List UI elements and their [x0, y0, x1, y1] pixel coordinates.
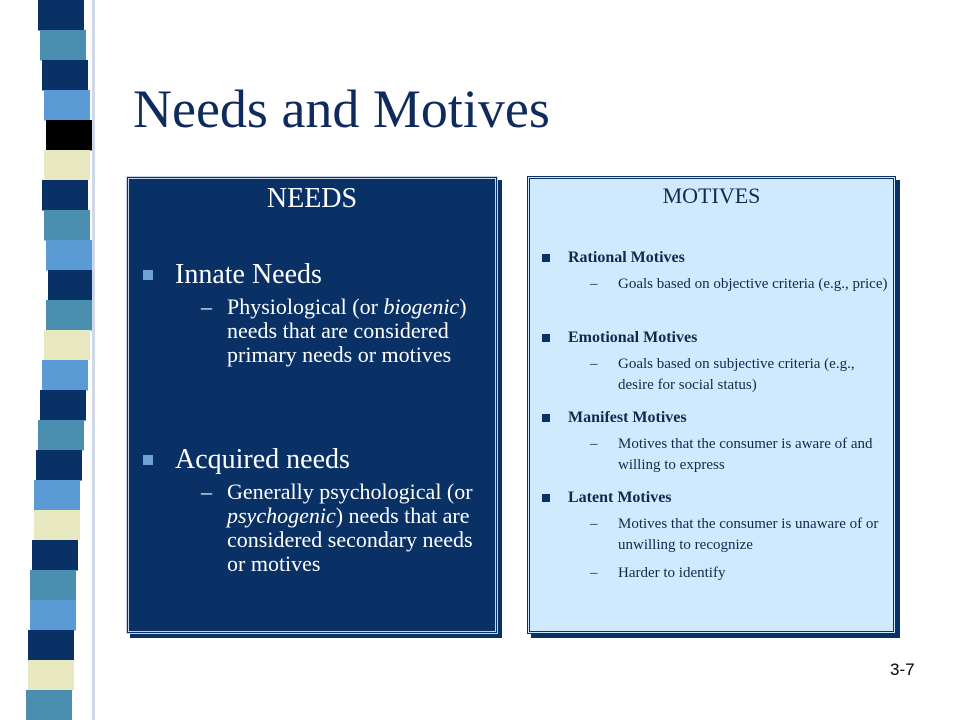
motives-item [542, 489, 892, 584]
square-bullet-icon [143, 270, 153, 280]
stripe-block [28, 630, 74, 661]
stripe-block [38, 420, 84, 451]
slide-number: 3-7 [890, 660, 915, 679]
needs-item [143, 259, 483, 367]
stripe-block [34, 510, 80, 541]
dash-marker: – [201, 479, 212, 504]
needs-heading: NEEDS [266, 183, 358, 214]
dash-marker: – [590, 516, 598, 532]
motives-item-label: Manifest Motives [568, 409, 687, 426]
stripe-block [46, 300, 92, 331]
motives-item-detail: Motives that the consumer is aware of and willing to express [618, 436, 873, 473]
motives-box [527, 176, 896, 634]
needs-item-detail: Generally psychological (or psychogenic) needs that are considered secondary needs or motives [227, 479, 473, 576]
dash-marker: – [590, 276, 598, 292]
needs-item-detail: Physiological (or biogenic) needs that are considered primary needs or motives [227, 294, 467, 367]
motives-item [542, 329, 892, 396]
square-bullet-icon [542, 494, 550, 502]
motives-item-label: Emotional Motives [568, 329, 698, 346]
motives-item [542, 409, 892, 476]
stripe-block [42, 60, 88, 91]
stripe-block [42, 180, 88, 211]
needs-item [143, 444, 483, 576]
stripe-block [38, 0, 84, 31]
stripe-divider [92, 0, 95, 720]
stripe-block [46, 240, 92, 271]
motives-item [542, 249, 892, 295]
needs-item-label: Innate Needs [175, 259, 322, 290]
motives-item-detail: Motives that the consumer is unaware of or unwilling to recognize [618, 516, 879, 553]
slide-title: Needs and Motives [133, 79, 550, 139]
stripe-block [44, 90, 90, 121]
dash-marker: – [590, 565, 598, 581]
needs-box [126, 176, 498, 634]
square-bullet-icon [143, 455, 153, 465]
stripe-block [44, 210, 90, 241]
dash-marker: – [590, 356, 598, 372]
stripe-block [34, 480, 80, 511]
motives-item-label: Latent Motives [568, 489, 672, 506]
stripe-block [30, 570, 76, 601]
stripe-block [46, 120, 92, 151]
stripe-block [28, 660, 74, 691]
decorative-stripe [0, 0, 110, 720]
square-bullet-icon [542, 414, 550, 422]
stripe-block [48, 270, 94, 301]
stripe-block [26, 690, 72, 720]
motives-item-detail: Harder to identify [618, 565, 726, 581]
motives-item-detail: Goals based on subjective criteria (e.g., desire for social status) [618, 356, 855, 393]
stripe-block [30, 600, 76, 631]
motives-item-label: Rational Motives [568, 249, 685, 266]
stripe-block [32, 540, 78, 571]
motives-heading: MOTIVES [662, 183, 761, 208]
dash-marker: – [201, 294, 212, 319]
motives-item-detail: Goals based on objective criteria (e.g., price) [618, 276, 888, 292]
stripe-block [42, 360, 88, 391]
stripe-block [40, 390, 86, 421]
needs-item-label: Acquired needs [175, 444, 350, 475]
square-bullet-icon [542, 334, 550, 342]
stripe-block [40, 30, 86, 61]
stripe-block [44, 150, 90, 181]
square-bullet-icon [542, 254, 550, 262]
dash-marker: – [590, 436, 598, 452]
stripe-block [36, 450, 82, 481]
stripe-block [44, 330, 90, 361]
